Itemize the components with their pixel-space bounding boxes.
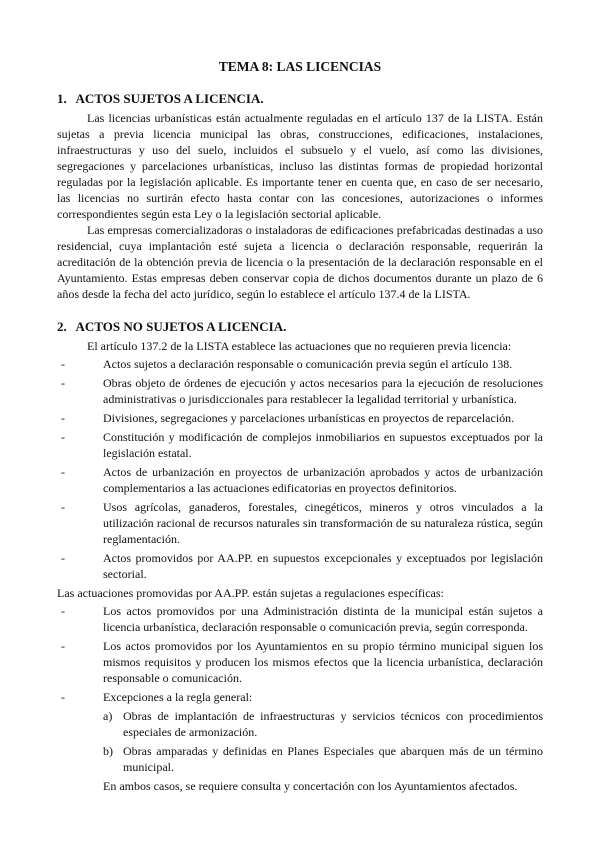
- document-body: [57, 58, 543, 794]
- list-item: - Los actos promovidos por una Administración distinta de la municipal están sujetos a licencia urbanística, declaración responsable o comunicación previa, según corresponda.: [61, 604, 543, 634]
- list-item: - Usos agrícolas, ganaderos, forestales, cinegéticos, mineros y otros vinculados a la utilización racional de recursos naturales sin transformación de su naturaleza rústica, según reglamentación.: [61, 500, 543, 546]
- exception-item: a) Obras de implantación de infraestructuras y servicios técnicos con procedimientos especiales de armonización.: [103, 709, 543, 739]
- list-item: - Actos de urbanización en proyectos de urbanización aprobados y actos de urbanización complementarios a las actuaciones edificatorias en proyectos definitorios.: [61, 465, 543, 495]
- list-item: - Los actos promovidos por los Ayuntamientos en su propio término municipal siguen los mismos requisitos y producen los mismos efectos que la licencia urbanística, declaración responsable o comunicación.: [61, 639, 543, 685]
- section-2-title: ACTOS NO SUJETOS A LICENCIA.: [75, 319, 287, 334]
- list-item: - Actos sujetos a declaración responsable o comunicación previa según el artículo 138.: [61, 357, 513, 371]
- exceptions-list: [57, 708, 543, 775]
- section-1-paragraph-2: Las empresas comercializadoras o instaladoras de edificaciones prefabricadas destinadas a uso residencial, cuya implantación esté sujeta a licencia o declaración responsable, requerirán la acreditación de la obtención previa de licencia o la presentación de la declaración responsable en el Ayuntamiento. Estas empresas deben conservar copia de dichos documentos durante un plazo de 6 años desde la fecha del acto jurídico, según lo establece el artículo 137.4 de la LISTA.: [57, 223, 543, 301]
- list-item: - Obras objeto de órdenes de ejecución y actos necesarios para la ejecución de resoluciones administrativas o jurisdiccionales para restablecer la legalidad territorial y urbanística.: [61, 376, 543, 406]
- list-item: - Divisiones, segregaciones y parcelaciones urbanísticas en proyectos de reparcelación.: [61, 411, 515, 425]
- list-item: - Actos promovidos por AA.PP. en supuestos excepcionales y exceptuados por legislación sectorial.: [61, 551, 543, 581]
- document-title: TEMA 8: LAS LICENCIAS: [218, 59, 382, 74]
- section-1-paragraph-1: Las licencias urbanísticas están actualmente reguladas en el artículo 137 de la LISTA. Están sujetas a previa licencia municipal las obras, construcciones, edificaciones, instalaciones, infraestructuras y uso del suelo, incluidos el subsuelo y el vuelo, así como las divisiones, segregaciones y parcelaciones urbanísticas, incluso las distintas formas de propiedad horizontal reguladas por la legislación aplicable. Es importante tener en cuenta que, en caso de ser necesario, las licencias no surtirán efecto hasta contar con las concesiones, autorizaciones o informes correspondientes según esta Ley o la legislación sectorial aplicable.: [57, 111, 543, 221]
- section-2-intro: El artículo 137.2 de la LISTA establece las actuaciones que no requieren previa licencia:: [87, 339, 512, 353]
- section-1-title: ACTOS SUJETOS A LICENCIA.: [75, 91, 264, 106]
- section-2-number: 2.: [57, 319, 67, 334]
- section-2-heading: [57, 318, 543, 336]
- aapp-list: [57, 603, 543, 705]
- exemptions-list: [57, 356, 543, 582]
- aapp-intro: Las actuaciones promovidas por AA.PP. están sujetas a regulaciones específicas:: [57, 586, 444, 600]
- list-item: - Constitución y modificación de complejos inmobiliarios en supuestos exceptuados por la legislación estatal.: [61, 430, 543, 460]
- section-1-number: 1.: [57, 91, 67, 106]
- closing-note: En ambos casos, se requiere consulta y concertación con los Ayuntamientos afectados.: [103, 779, 518, 793]
- section-1-heading: [57, 90, 543, 108]
- list-item: - Excepciones a la regla general:: [61, 690, 253, 704]
- exception-item: b) Obras amparadas y definidas en Planes Especiales que abarquen más de un término municipal.: [103, 744, 543, 774]
